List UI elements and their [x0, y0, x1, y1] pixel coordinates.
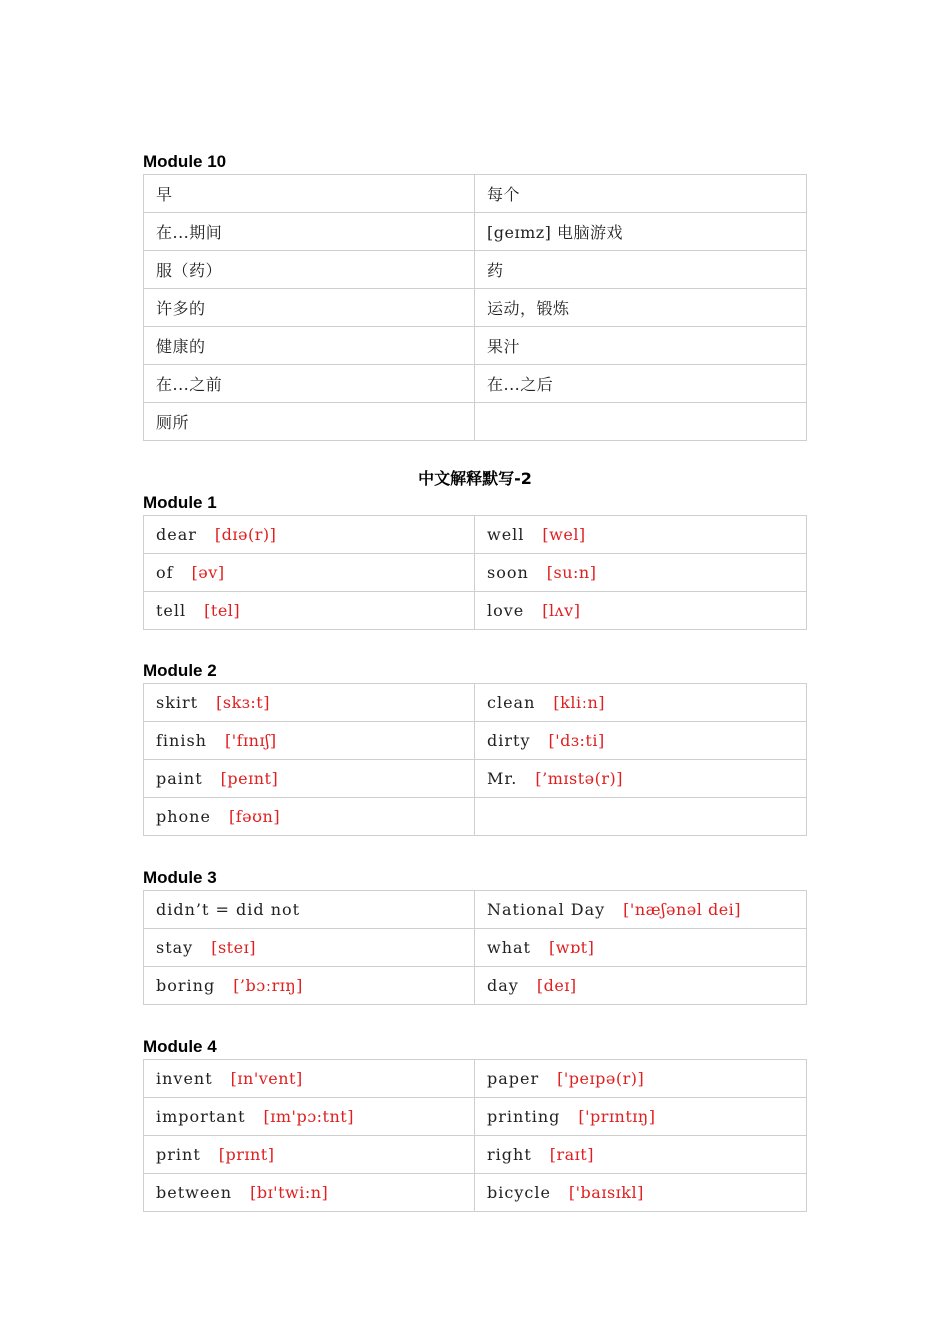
phonetic: [peɪnt] [220, 769, 279, 788]
phonetic: ['baɪsɪkl] [568, 1183, 644, 1202]
table-cell [144, 967, 475, 1005]
module-1-title: Module 1 [143, 493, 217, 512]
word: skirt [156, 693, 199, 712]
table-cell: 健康的 [144, 327, 475, 365]
table-cell [475, 1060, 807, 1098]
table-cell [144, 1060, 475, 1098]
module-10-title: Module 10 [143, 152, 227, 171]
table-row [144, 213, 807, 251]
section-title: 中文解释默写-2 [418, 469, 532, 488]
word: important [156, 1107, 246, 1126]
word: what [487, 938, 531, 957]
phonetic: [su:n] [546, 563, 597, 582]
table-cell [475, 554, 807, 592]
table-cell [144, 1174, 475, 1212]
word: invent [156, 1069, 213, 1088]
table-cell [475, 760, 807, 798]
word: print [156, 1145, 201, 1164]
word: dear [156, 525, 197, 544]
module-2-table [143, 683, 807, 836]
phonetic: [wɒt] [548, 938, 595, 957]
table-row [144, 1174, 807, 1212]
word: stay [156, 938, 194, 957]
table-cell: 许多的 [144, 289, 475, 327]
table-cell [475, 1136, 807, 1174]
module-2-title: Module 2 [143, 661, 217, 680]
table-cell: 药 [475, 251, 807, 289]
phonetic: [dɪə(r)] [214, 525, 277, 544]
table-row [144, 1136, 807, 1174]
table-row [144, 722, 807, 760]
word: bicycle [487, 1183, 551, 1202]
phonetic: [ɪn'vent] [230, 1069, 303, 1088]
table-cell [144, 516, 475, 554]
table-cell [144, 722, 475, 760]
phonetic: [deɪ] [536, 976, 577, 995]
phonetic: ['prɪntɪŋ] [578, 1107, 656, 1126]
table-cell [475, 891, 807, 929]
word: phone [156, 807, 211, 826]
table-row [144, 891, 807, 929]
phonetic: [fəʊn] [228, 807, 281, 826]
table-cell [144, 684, 475, 722]
module-1-table [143, 515, 807, 630]
table-row [144, 554, 807, 592]
table-row [144, 798, 807, 836]
table-cell [475, 967, 807, 1005]
phonetic: [raɪt] [549, 1145, 594, 1164]
table-cell [475, 592, 807, 630]
phonetic: [əv] [191, 563, 225, 582]
phonetic: ['peɪpə(r)] [557, 1069, 645, 1088]
table-cell: 早 [144, 175, 475, 213]
word: soon [487, 563, 529, 582]
table-cell [144, 1136, 475, 1174]
word: love [487, 601, 525, 620]
table-cell: 每个 [475, 175, 807, 213]
table-cell: 在...之前 [144, 365, 475, 403]
table-row [144, 684, 807, 722]
table-cell [144, 592, 475, 630]
table-cell [475, 516, 807, 554]
phonetic: ['dɜ:ti] [548, 731, 605, 750]
table-cell: 运动，锻炼 [475, 289, 807, 327]
phonetic: [steɪ] [211, 938, 256, 957]
phonetic: ['fɪnɪʃ] [224, 731, 277, 750]
table-cell [144, 891, 475, 929]
table-row [144, 289, 807, 327]
table-row [144, 760, 807, 798]
word: paper [487, 1069, 540, 1088]
table-row [144, 592, 807, 630]
table-cell: 服（药） [144, 251, 475, 289]
table-row [144, 403, 807, 441]
module-10-table [143, 174, 807, 441]
phonetic: ['næʃənəl dei] [623, 900, 742, 919]
document-page [143, 150, 807, 1212]
word: tell [156, 601, 187, 620]
phonetic: [kliːn] [553, 693, 605, 712]
word: National Day [487, 900, 606, 919]
phonetic: [lʌv] [542, 601, 581, 620]
table-cell: 果汁 [475, 327, 807, 365]
word: Mr. [487, 769, 518, 788]
table-row [144, 251, 807, 289]
table-cell: [geɪmz] 电脑游戏 [475, 213, 807, 251]
word: well [487, 525, 525, 544]
table-cell [144, 554, 475, 592]
table-cell [144, 760, 475, 798]
word: didn’t = did not [156, 900, 301, 919]
table-row [144, 516, 807, 554]
table-cell [475, 1098, 807, 1136]
table-cell: 在...之后 [475, 365, 807, 403]
phonetic: [skɜ:t] [216, 693, 270, 712]
phonetic: [ɪm'pɔ:tnt] [263, 1107, 354, 1126]
table-cell [475, 798, 807, 836]
word: boring [156, 976, 216, 995]
table-cell: 在...期间 [144, 213, 475, 251]
module-3-table [143, 890, 807, 1005]
table-row [144, 1060, 807, 1098]
word: between [156, 1183, 233, 1202]
table-cell [144, 929, 475, 967]
word: printing [487, 1107, 561, 1126]
word: dirty [487, 731, 531, 750]
table-row [144, 967, 807, 1005]
table-row [144, 1098, 807, 1136]
word: finish [156, 731, 207, 750]
table-row [144, 327, 807, 365]
table-cell [475, 929, 807, 967]
table-row [144, 929, 807, 967]
table-cell [475, 403, 807, 441]
module-4-title: Module 4 [143, 1037, 217, 1056]
phonetic: [’mɪstə(r)] [535, 769, 623, 788]
word: paint [156, 769, 203, 788]
table-cell [475, 684, 807, 722]
word: clean [487, 693, 536, 712]
table-cell [144, 798, 475, 836]
phonetic: [bɪ'twi:n] [250, 1183, 329, 1202]
table-row [144, 365, 807, 403]
module-3-title: Module 3 [143, 868, 217, 887]
module-4-table [143, 1059, 807, 1212]
table-row [144, 175, 807, 213]
table-cell [475, 1174, 807, 1212]
phonetic: [tel] [204, 601, 241, 620]
word: of [156, 563, 174, 582]
table-cell [144, 1098, 475, 1136]
phonetic: [wel] [542, 525, 586, 544]
phonetic: [’bɔːrɪŋ] [233, 976, 303, 995]
word: right [487, 1145, 532, 1164]
word: day [487, 976, 519, 995]
phonetic: [prɪnt] [218, 1145, 275, 1164]
table-cell [475, 722, 807, 760]
table-cell: 厕所 [144, 403, 475, 441]
